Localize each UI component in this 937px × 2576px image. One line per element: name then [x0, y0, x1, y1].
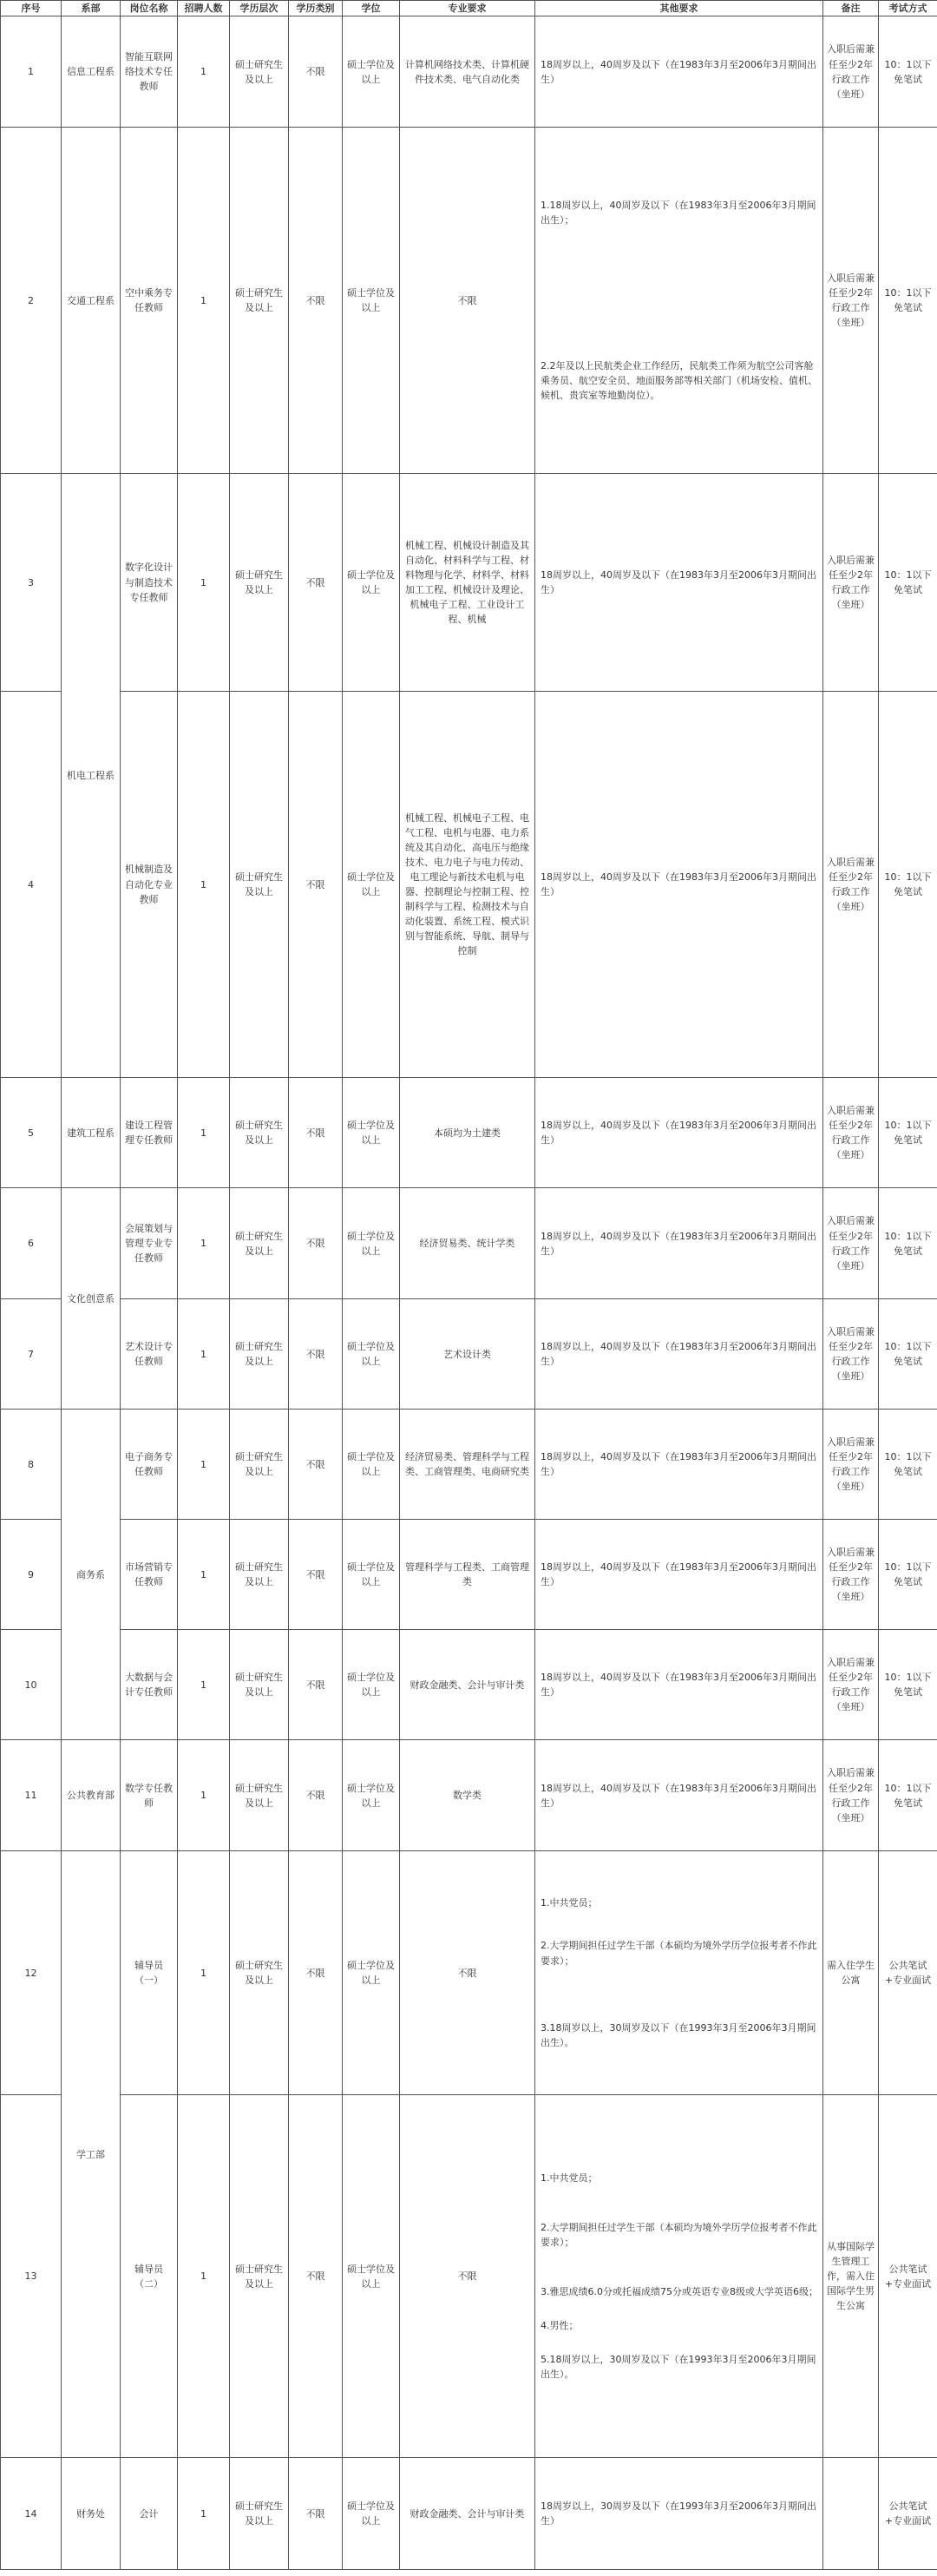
- cell-no: 14: [1, 2458, 62, 2570]
- cell-no: 13: [1, 2095, 62, 2458]
- cell-post: 辅导员（一）: [121, 1851, 178, 2095]
- cell-post: 数字化设计与制造技术专任教师: [121, 474, 178, 692]
- cell-note: 入职后需兼任至少2年行政工作（坐班）: [823, 692, 879, 1078]
- cell-edu-type: 不限: [289, 1630, 343, 1740]
- cell-edu-type: 不限: [289, 1078, 343, 1188]
- cell-other: 18周岁以上，40周岁及以下（在1983年3月至2006年3月期间出生）: [535, 1630, 823, 1740]
- header-row: [1, 1, 937, 16]
- cell-post: 机械制造及自动化专业教师: [121, 692, 178, 1078]
- cell-other: [535, 1851, 823, 2095]
- cell-post: 建设工程管理专任教师: [121, 1078, 178, 1188]
- cell-note: 入职后需兼任至少2年行政工作（坐班）: [823, 1078, 879, 1188]
- cell-edu-level: 硕士研究生及以上: [230, 1078, 289, 1188]
- cell-other: [535, 128, 823, 474]
- cell-exam: 10：1以下免笔试: [879, 128, 937, 474]
- cell-edu-level: 硕士研究生及以上: [230, 1188, 289, 1299]
- cell-other: 18周岁以上，40周岁及以下（在1983年3月至2006年3月期间出生）: [535, 1520, 823, 1630]
- table-row: [1, 2095, 937, 2458]
- cell-exam: 10：1以下免笔试: [879, 1410, 937, 1520]
- table-row: [1, 1520, 937, 1630]
- cell-note: 入职后需兼任至少2年行政工作（坐班）: [823, 1740, 879, 1851]
- cell-degree: 硕士学位及以上: [343, 1740, 400, 1851]
- cell-degree: 硕士学位及以上: [343, 1410, 400, 1520]
- cell-major: 计算机网络技术类、计算机硬件技术类、电气自动化类: [400, 16, 535, 128]
- cell-post: 智能互联网络技术专任教师: [121, 16, 178, 128]
- cell-count: 1: [178, 1851, 230, 2095]
- cell-degree: 硕士学位及以上: [343, 1188, 400, 1299]
- header-post: 岗位名称: [121, 1, 178, 16]
- cell-other: 18周岁以上，40周岁及以下（在1983年3月至2006年3月期间出生）: [535, 1410, 823, 1520]
- other-item: 2.大学期间担任过学生干部（本硕均为境外学历学位报考者不作此要求）；: [541, 2221, 817, 2248]
- cell-no: 1: [1, 16, 62, 128]
- cell-degree: 硕士学位及以上: [343, 1520, 400, 1630]
- cell-exam: 10：1以下免笔试: [879, 692, 937, 1078]
- cell-edu-level: 硕士研究生及以上: [230, 128, 289, 474]
- cell-major: 不限: [400, 1851, 535, 2095]
- cell-other: 18周岁以上，40周岁及以下（在1983年3月至2006年3月期间出生）: [535, 16, 823, 128]
- cell-dept: 财务处: [62, 2458, 121, 2570]
- cell-other: 18周岁以上，40周岁及以下（在1983年3月至2006年3月期间出生）: [535, 1740, 823, 1851]
- cell-count: 1: [178, 692, 230, 1078]
- cell-dept: 机电工程系: [62, 474, 121, 1078]
- table-row: [1, 1630, 937, 1740]
- cell-major: 财政金融类、会计与审计类: [400, 1630, 535, 1740]
- cell-note: 入职后需兼任至少2年行政工作（坐班）: [823, 1299, 879, 1410]
- cell-exam: 10：1以下免笔试: [879, 1299, 937, 1410]
- other-item: 4.男性；: [541, 2320, 579, 2332]
- cell-note: 入职后需兼任至少2年行政工作（坐班）: [823, 16, 879, 128]
- header-other: 其他要求: [535, 1, 823, 16]
- cell-other: 18周岁以上，40周岁及以下（在1983年3月至2006年3月期间出生）: [535, 692, 823, 1078]
- cell-post: 会计: [121, 2458, 178, 2570]
- cell-count: 1: [178, 2095, 230, 2458]
- cell-dept: 信息工程系: [62, 16, 121, 128]
- header-count: 招聘人数: [178, 1, 230, 16]
- cell-dept: 学工部: [62, 1851, 121, 2458]
- cell-post: 辅导员（二）: [121, 2095, 178, 2458]
- cell-no: 9: [1, 1520, 62, 1630]
- cell-note: 从事国际学生管理工作，需入住国际学生男生公寓: [823, 2095, 879, 2458]
- other-item: 2.大学期间担任过学生干部（本硕均为境外学历学位报考者不作此要求）；: [541, 1940, 817, 1967]
- header-dept: 系部: [62, 1, 121, 16]
- cell-edu-type: 不限: [289, 1851, 343, 2095]
- cell-major: 数学类: [400, 1740, 535, 1851]
- table-row: [1, 1740, 937, 1851]
- cell-post: 数学专任教师: [121, 1740, 178, 1851]
- cell-note: 入职后需兼任至少2年行政工作（坐班）: [823, 1188, 879, 1299]
- cell-count: 1: [178, 16, 230, 128]
- cell-exam: 10：1以下免笔试: [879, 1188, 937, 1299]
- cell-no: 6: [1, 1188, 62, 1299]
- header-exam: 考试方式: [879, 1, 937, 16]
- cell-edu-type: 不限: [289, 2458, 343, 2570]
- cell-major: 机械工程、机械电子工程、电气工程、电机与电器、电力系统及其自动化、高电压与绝缘技术、电力电子与电力传动、电工理论与新技术电机与电器、控制理论与控制工程、控制科学与工程、检测技术与自动化装置、系统工程、模式识别与智能系统、导航、制导与控制: [400, 692, 535, 1078]
- cell-edu-level: 硕士研究生及以上: [230, 2095, 289, 2458]
- cell-edu-level: 硕士研究生及以上: [230, 1630, 289, 1740]
- cell-degree: 硕士学位及以上: [343, 2458, 400, 2570]
- cell-degree: 硕士学位及以上: [343, 128, 400, 474]
- table-row: [1, 1299, 937, 1410]
- cell-post: 市场营销专任教师: [121, 1520, 178, 1630]
- cell-degree: 硕士学位及以上: [343, 2095, 400, 2458]
- cell-dept: 公共教育部: [62, 1740, 121, 1851]
- cell-degree: 硕士学位及以上: [343, 1299, 400, 1410]
- cell-edu-level: 硕士研究生及以上: [230, 1851, 289, 2095]
- cell-degree: 硕士学位及以上: [343, 16, 400, 128]
- table-row: [1, 2458, 937, 2570]
- cell-edu-level: 硕士研究生及以上: [230, 2458, 289, 2570]
- cell-exam: 公共笔试+专业面试: [879, 1851, 937, 2095]
- other-item: 5.18周岁以上，30周岁及以下（在1993年3月至2006年3月期间出生）。: [541, 2354, 816, 2381]
- cell-major: 管理科学与工程类、工商管理类: [400, 1520, 535, 1630]
- cell-major: 不限: [400, 2095, 535, 2458]
- cell-other: [535, 2095, 823, 2458]
- header-no: 序号: [1, 1, 62, 16]
- cell-edu-level: 硕士研究生及以上: [230, 692, 289, 1078]
- table-row: [1, 1410, 937, 1520]
- cell-note: 入职后需兼任至少2年行政工作（坐班）: [823, 128, 879, 474]
- cell-dept: 商务系: [62, 1410, 121, 1740]
- cell-count: 1: [178, 128, 230, 474]
- other-item: 1.18周岁以上，40周岁及以下（在1983年3月至2006年3月期间出生）；: [541, 200, 816, 227]
- cell-edu-type: 不限: [289, 2095, 343, 2458]
- table-row: [1, 474, 937, 692]
- cell-degree: 硕士学位及以上: [343, 1630, 400, 1740]
- table-row: [1, 1851, 937, 2095]
- cell-other: 18周岁以上，40周岁及以下（在1983年3月至2006年3月期间出生）: [535, 1299, 823, 1410]
- cell-note: 需入住学生公寓: [823, 1851, 879, 2095]
- cell-other: 18周岁以上，40周岁及以下（在1983年3月至2006年3月期间出生）: [535, 1188, 823, 1299]
- cell-post: 会展策划与管理专业专任教师: [121, 1188, 178, 1299]
- cell-count: 1: [178, 2458, 230, 2570]
- cell-degree: 硕士学位及以上: [343, 474, 400, 692]
- cell-degree: 硕士学位及以上: [343, 1078, 400, 1188]
- cell-no: 7: [1, 1299, 62, 1410]
- table-row: [1, 128, 937, 474]
- other-item: 3.雅思成绩6.0分或托福成绩75分或英语专业8级或大学英语6级；: [541, 2286, 818, 2298]
- cell-edu-level: 硕士研究生及以上: [230, 1410, 289, 1520]
- other-item: 1.中共党员；: [541, 1897, 598, 1909]
- table-row: [1, 692, 937, 1078]
- cell-note: [823, 2458, 879, 2570]
- cell-post: 艺术设计专任教师: [121, 1299, 178, 1410]
- cell-exam: 公共笔试+专业面试: [879, 2095, 937, 2458]
- cell-major: 艺术设计类: [400, 1299, 535, 1410]
- cell-edu-type: 不限: [289, 692, 343, 1078]
- cell-count: 1: [178, 1410, 230, 1520]
- cell-count: 1: [178, 474, 230, 692]
- other-item: 2.2年及以上民航类企业工作经历，民航类工作须为航空公司客舱乘务员、航空安全员、地面服务部等相关部门（机场安检、值机、候机、贵宾室等地勤岗位）。: [541, 359, 817, 401]
- cell-edu-level: 硕士研究生及以上: [230, 474, 289, 692]
- cell-no: 12: [1, 1851, 62, 2095]
- cell-no: 11: [1, 1740, 62, 1851]
- cell-edu-type: 不限: [289, 128, 343, 474]
- cell-count: 1: [178, 1299, 230, 1410]
- cell-count: 1: [178, 1078, 230, 1188]
- cell-dept: 交通工程系: [62, 128, 121, 474]
- table-row: [1, 1188, 937, 1299]
- table-row: [1, 16, 937, 128]
- cell-note: 入职后需兼任至少2年行政工作（坐班）: [823, 1630, 879, 1740]
- header-edu-level: 学历层次: [230, 1, 289, 16]
- cell-post: 电子商务专任教师: [121, 1410, 178, 1520]
- cell-exam: 10：1以下免笔试: [879, 1520, 937, 1630]
- cell-no: 4: [1, 692, 62, 1078]
- cell-no: 8: [1, 1410, 62, 1520]
- cell-major: 经济贸易类、统计学类: [400, 1188, 535, 1299]
- cell-other: 18周岁以上，40周岁及以下（在1983年3月至2006年3月期间出生）: [535, 474, 823, 692]
- header-edu-type: 学历类别: [289, 1, 343, 16]
- cell-major: 不限: [400, 128, 535, 474]
- cell-other: 18周岁以上，40周岁及以下（在1983年3月至2006年3月期间出生）: [535, 1078, 823, 1188]
- cell-dept: 文化创意系: [62, 1188, 121, 1410]
- cell-edu-level: 硕士研究生及以上: [230, 1299, 289, 1410]
- header-major: 专业要求: [400, 1, 535, 16]
- cell-edu-type: 不限: [289, 16, 343, 128]
- cell-note: 入职后需兼任至少2年行政工作（坐班）: [823, 474, 879, 692]
- table-row: [1, 1078, 937, 1188]
- cell-count: 1: [178, 1740, 230, 1851]
- other-item: 1.中共党员；: [541, 2172, 598, 2184]
- cell-exam: 10：1以下免笔试: [879, 16, 937, 128]
- cell-major: 本硕均为土建类: [400, 1078, 535, 1188]
- cell-other: 18周岁以上，30周岁及以下（在1993年3月至2006年3月期间出生）: [535, 2458, 823, 2570]
- cell-edu-level: 硕士研究生及以上: [230, 16, 289, 128]
- cell-no: 2: [1, 128, 62, 474]
- cell-dept: 建筑工程系: [62, 1078, 121, 1188]
- cell-degree: 硕士学位及以上: [343, 1851, 400, 2095]
- cell-post: 空中乘务专任教师: [121, 128, 178, 474]
- cell-note: 入职后需兼任至少2年行政工作（坐班）: [823, 1410, 879, 1520]
- cell-note: 入职后需兼任至少2年行政工作（坐班）: [823, 1520, 879, 1630]
- header-note: 备注: [823, 1, 879, 16]
- cell-edu-level: 硕士研究生及以上: [230, 1740, 289, 1851]
- cell-edu-type: 不限: [289, 1188, 343, 1299]
- cell-major: 财政金融类、会计与审计类: [400, 2458, 535, 2570]
- cell-edu-type: 不限: [289, 1740, 343, 1851]
- cell-major: 机械工程、机械设计制造及其自动化、材料科学与工程、材料物理与化学、材料学、材料加工工程、机械设计及理论、机械电子工程、工业设计工程、机械: [400, 474, 535, 692]
- header-degree: 学位: [343, 1, 400, 16]
- cell-count: 1: [178, 1188, 230, 1299]
- cell-count: 1: [178, 1520, 230, 1630]
- cell-no: 3: [1, 474, 62, 692]
- cell-post: 大数据与会计专任教师: [121, 1630, 178, 1740]
- cell-exam: 10：1以下免笔试: [879, 474, 937, 692]
- cell-edu-type: 不限: [289, 1299, 343, 1410]
- cell-edu-type: 不限: [289, 1410, 343, 1520]
- cell-edu-type: 不限: [289, 1520, 343, 1630]
- cell-count: 1: [178, 1630, 230, 1740]
- cell-major: 经济贸易类、管理科学与工程类、工商管理类、电商研究类: [400, 1410, 535, 1520]
- cell-exam: 10：1以下免笔试: [879, 1740, 937, 1851]
- other-item: 3.18周岁以上，30周岁及以下（在1993年3月至2006年3月期间出生）。: [541, 2021, 816, 2048]
- cell-no: 10: [1, 1630, 62, 1740]
- cell-exam: 公共笔试+专业面试: [879, 2458, 937, 2570]
- cell-exam: 10：1以下免笔试: [879, 1078, 937, 1188]
- cell-exam: 10：1以下免笔试: [879, 1630, 937, 1740]
- cell-edu-type: 不限: [289, 474, 343, 692]
- cell-no: 5: [1, 1078, 62, 1188]
- cell-edu-level: 硕士研究生及以上: [230, 1520, 289, 1630]
- cell-degree: 硕士学位及以上: [343, 692, 400, 1078]
